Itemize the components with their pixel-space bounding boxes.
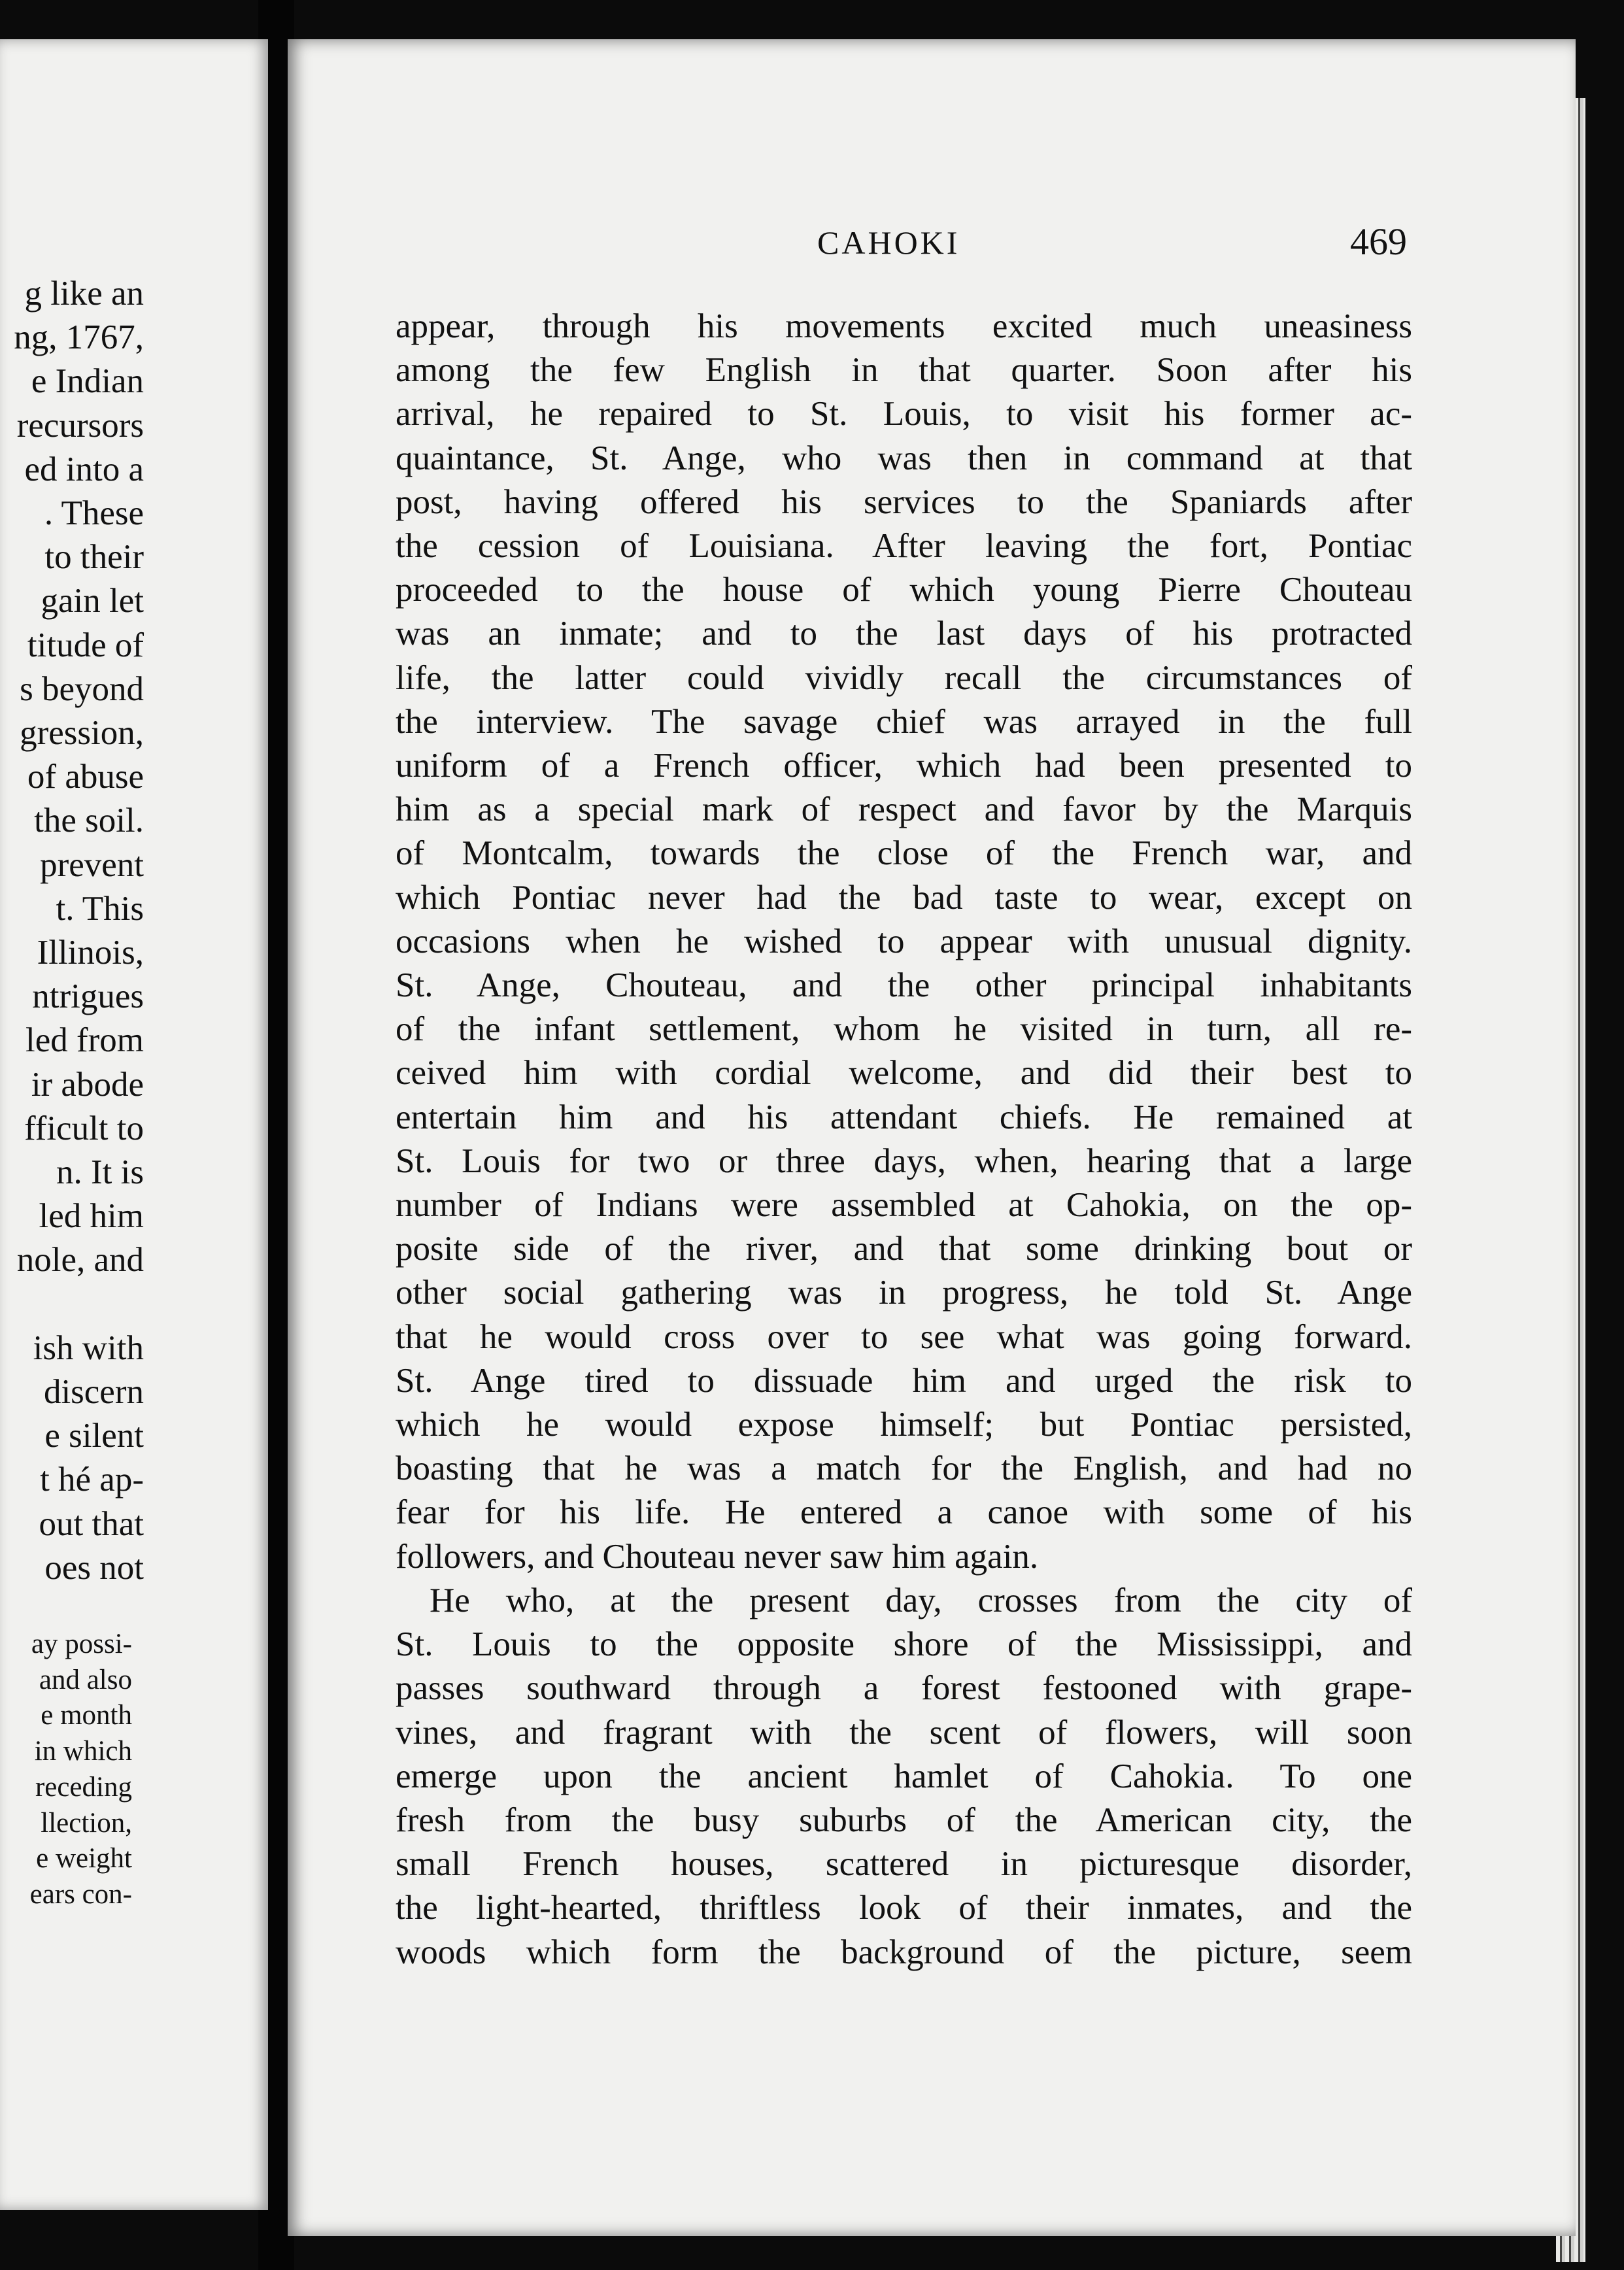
text-line: e Indian (31, 362, 144, 401)
text-line: nole, and (16, 1241, 144, 1279)
text-line: titude of (27, 626, 144, 664)
text-line: ir abode (31, 1065, 144, 1104)
text-line: the cession of Louisiana. After leaving the fort, Pontiac (396, 527, 1412, 566)
text-line: other social gathering was in progress, he told St. Ange (396, 1274, 1412, 1312)
text-line: . These (44, 494, 144, 533)
text-line: St. Ange, Chouteau, and the other principal inhabitants (396, 966, 1412, 1005)
text-line: followers, and Chouteau never saw him again. (396, 1537, 1039, 1576)
left-page-text (0, 272, 144, 1590)
text-line: St. Louis for two or three days, when, hearing that a large (396, 1142, 1412, 1180)
text-line: St. Louis to the opposite shore of the Mississippi, and (396, 1625, 1412, 1664)
text-line: arrival, he repaired to St. Louis, to visit his former ac- (396, 395, 1412, 433)
text-line: ish with (33, 1329, 144, 1367)
text-line: that he would cross over to see what was going forward. (396, 1317, 1412, 1356)
text-line: small French houses, scattered in picturesque disorder, (396, 1845, 1412, 1884)
text-line: which he would expose himself; but Pontiac persisted, (396, 1406, 1412, 1444)
text-line: among the few English in that quarter. Soon after his (396, 351, 1412, 390)
text-line: him as a special mark of respect and favor by the Marquis (396, 790, 1412, 829)
text-line: s beyond (20, 669, 144, 708)
footnote-line: receding (35, 1771, 132, 1803)
text-line: t hé ap- (40, 1461, 144, 1499)
text-line: which Pontiac never had the bad taste to wear, except on (396, 878, 1412, 917)
text-line: fresh from the busy suburbs of the American city, the (396, 1801, 1412, 1839)
text-line: oes not (44, 1548, 144, 1587)
left-page-footnotes (0, 1627, 132, 1913)
text-line: of the infant settlement, whom he visited in turn, all re- (396, 1010, 1412, 1049)
running-head: CAHOKI (817, 224, 960, 261)
text-line: life, the latter could vividly recall the circumstances of (396, 658, 1412, 697)
text-line (0, 1283, 144, 1327)
text-line: t. This (56, 889, 144, 928)
text-line: e silent (44, 1417, 144, 1455)
footnote-line: e weight (36, 1843, 132, 1874)
text-line: fear for his life. He entered a canoe with some of his (396, 1493, 1412, 1532)
text-line: to their (44, 538, 144, 577)
text-line: gain let (41, 582, 144, 620)
text-line: g like an (24, 275, 144, 313)
footnote-line: ay possi- (31, 1629, 132, 1659)
text-line: He who, at the present day, crosses from the city of (430, 1581, 1412, 1619)
text-line: boasting that he was a match for the English, and had no (396, 1449, 1412, 1488)
text-line: ntrigues (32, 977, 144, 1016)
text-line: fficult to (24, 1109, 144, 1147)
text-line: passes southward through a forest festooned with grape- (396, 1669, 1412, 1708)
text-line: ceived him with cordial welcome, and did their best to (396, 1054, 1412, 1093)
footnote-line: llection, (41, 1807, 132, 1838)
text-line: quaintance, St. Ange, who was then in command at that (396, 439, 1412, 477)
text-line: ng, 1767, (14, 318, 144, 357)
text-line: occasions when he wished to appear with unusual dignity. (396, 922, 1412, 960)
text-line: the interview. The savage chief was arrayed in the full (396, 702, 1412, 741)
footnote-line: e month (41, 1700, 132, 1731)
text-line: proceeded to the house of which young Pierre Chouteau (396, 571, 1412, 609)
text-line: Illinois, (37, 934, 144, 972)
text-line: the light-hearted, thriftless look of their inmates, and the (396, 1889, 1412, 1927)
text-line: woods which form the background of the picture, seem (396, 1933, 1412, 1971)
text-line: led from (25, 1021, 144, 1060)
text-line: prevent (40, 845, 144, 884)
footnote-line: in which (34, 1736, 132, 1767)
text-line: emerge upon the ancient hamlet of Cahokia. To one (396, 1757, 1412, 1795)
text-line: recursors (16, 406, 144, 445)
text-line: entertain him and his attendant chiefs. He remained at (396, 1098, 1412, 1136)
left-page (0, 39, 268, 2210)
text-line: n. It is (56, 1153, 144, 1192)
page-number: 469 (1350, 220, 1407, 263)
text-line: of Montcalm, towards the close of the French war, and (396, 834, 1412, 873)
text-line: posite side of the river, and that some drinking bout or (396, 1230, 1412, 1268)
footnote-line: ears con- (29, 1878, 132, 1910)
text-line: St. Ange tired to dissuade him and urged the risk to (396, 1361, 1412, 1400)
right-page-text (396, 305, 1412, 1974)
text-line: uniform of a French officer, which had been presented to (396, 747, 1412, 785)
text-line: led him (39, 1197, 144, 1236)
text-line: gression, (20, 714, 144, 753)
text-line: discern (43, 1373, 144, 1412)
text-line: appear, through his movements excited much uneasiness (396, 307, 1412, 345)
footnote-line: and also (39, 1664, 132, 1695)
text-line: number of Indians were assembled at Cahokia, on the op- (396, 1186, 1412, 1225)
text-line: ed into a (24, 450, 144, 488)
text-line: of abuse (27, 758, 144, 796)
text-line: vines, and fragrant with the scent of flowers, will soon (396, 1713, 1412, 1752)
text-line: out that (39, 1504, 144, 1543)
text-line: post, having offered his services to the Spaniards after (396, 483, 1412, 521)
text-line: the soil. (34, 802, 144, 840)
text-line: was an inmate; and to the last days of his protracted (396, 615, 1412, 653)
